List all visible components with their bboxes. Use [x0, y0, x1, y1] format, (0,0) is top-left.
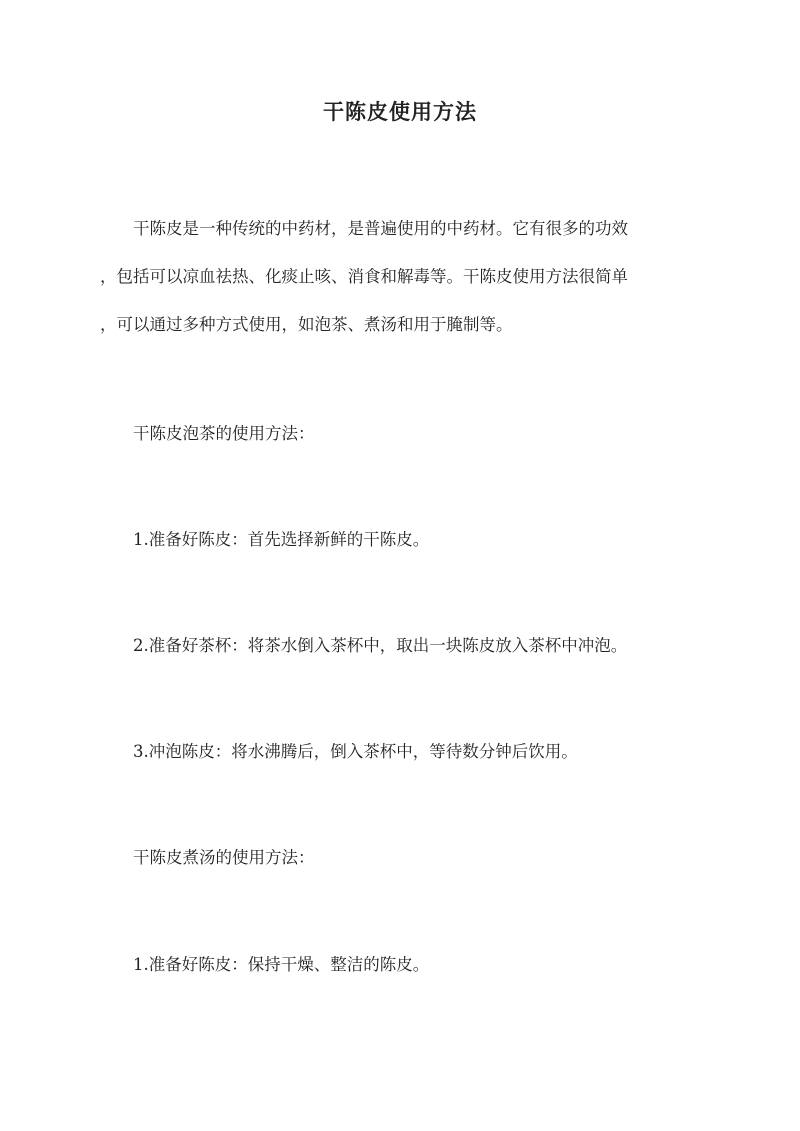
- tea-step-1: 1.准备好陈皮：首先选择新鲜的干陈皮。: [133, 530, 430, 549]
- intro-line: ，包括可以凉血祛热、化痰止咳、消食和解毒等。干陈皮使用方法很简单: [100, 267, 628, 286]
- soup-heading: 干陈皮煮汤的使用方法：: [133, 848, 315, 867]
- soup-step-1: 1.准备好陈皮：保持干燥、整洁的陈皮。: [133, 955, 430, 974]
- tea-step-2: 2.准备好茶杯：将茶水倒入茶杯中，取出一块陈皮放入茶杯中冲泡。: [133, 636, 628, 655]
- page-title: 干陈皮使用方法: [323, 99, 477, 124]
- intro-line: 干陈皮是一种传统的中药材，是普遍使用的中药材。它有很多的功效: [133, 219, 628, 238]
- intro-line: ，可以通过多种方式使用，如泡茶、煮汤和用于腌制等。: [100, 315, 513, 334]
- intro-paragraph: [100, 205, 710, 349]
- tea-step-3: 3.冲泡陈皮：将水沸腾后，倒入茶杯中，等待数分钟后饮用。: [133, 742, 578, 761]
- tea-heading: 干陈皮泡茶的使用方法：: [133, 424, 315, 443]
